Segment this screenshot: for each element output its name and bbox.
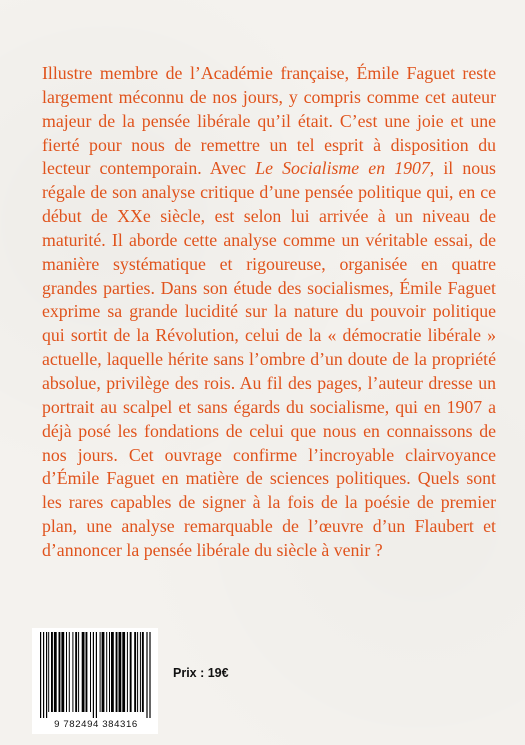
barcode-bar	[149, 632, 150, 718]
barcode-bar	[102, 632, 105, 712]
barcode-bar	[109, 632, 110, 712]
barcode-bar	[93, 632, 94, 718]
barcode-bar	[106, 632, 107, 712]
barcode-bar	[137, 632, 138, 712]
barcode-bar	[130, 632, 132, 712]
barcode-bar	[142, 632, 144, 712]
barcode-bar	[51, 632, 53, 712]
blurb-part-2: , il nous régale de son analyse critique d’une pensée politique qui, en ce début de XXe siècle, est selon lui arrivée à un niveau de maturité. Il aborde cette analyse comme un véritable essai, de manière systématique et rigoureuse, organisée en quatre grandes parties. Dans son étude des socialismes, Émile Faguet exprime sa grande lucidité sur la nature du pouvoir politique qui sortit de la Révolution, celui de la « démocratie libérale » actuelle, laquelle hérite sans l’ombre d’un doute de la propriété absolue, privilège des rois. Au fil des pages, l’auteur dresse un portrait au scalpel et sans égards du socialisme, qui en 1907 a déjà posé les fondations de celui que nous en connaissons de nos jours. Cet ouvrage confirme l’incroyable clairvoyance d’Émile Faguet en matière de sciences politiques. Quels sont les rares capables de signer à la fois de la poésie de premier plan, une analyse remarquable de l’œuvre d’un Flaubert et d’annoncer la pensée libérale du siècle à venir ?	[42, 158, 496, 560]
barcode-bar	[82, 632, 85, 712]
barcode-bar	[40, 632, 41, 718]
isbn-barcode	[32, 628, 158, 734]
barcode-bar	[75, 632, 77, 712]
barcode-bar	[54, 632, 57, 712]
barcode-bar	[72, 632, 73, 712]
barcode-bar	[61, 632, 64, 712]
barcode-bar	[43, 632, 44, 718]
isbn-digits: 9 782494 384316	[54, 719, 138, 730]
barcode-bar	[100, 632, 101, 712]
barcode-bar	[46, 632, 47, 718]
barcode-bar	[59, 632, 61, 712]
barcode-bar	[78, 632, 79, 712]
barcode-bar	[146, 632, 147, 718]
barcode-bar	[86, 632, 88, 712]
barcode-bars-icon	[36, 632, 154, 718]
barcode-bar	[90, 632, 91, 712]
barcode-bar	[134, 632, 136, 712]
barcode-bar	[48, 632, 49, 712]
barcode-bar	[116, 632, 118, 712]
book-blurb	[42, 62, 496, 563]
barcode-bar	[140, 632, 141, 712]
barcode-bar	[122, 632, 125, 712]
barcode-bar	[66, 632, 67, 712]
barcode-bar	[69, 632, 70, 712]
blurb-part-1: Illustre membre de l’Académie française, Émile Faguet reste largement méconnu de nos jours, y compris comme cet auteur majeur de la pensée libérale qu’il était. C’est une joie et une fierté pour nous de remettre un tel esprit à disposition du lecteur contemporain. Avec	[42, 63, 496, 179]
barcode-bar	[96, 632, 97, 718]
barcode-bar	[111, 632, 114, 712]
book-title: Le Socialisme en 1907	[255, 158, 430, 179]
barcode-bar	[119, 632, 122, 712]
barcode-bar	[127, 632, 128, 712]
price-label: Prix : 19€	[173, 666, 229, 680]
